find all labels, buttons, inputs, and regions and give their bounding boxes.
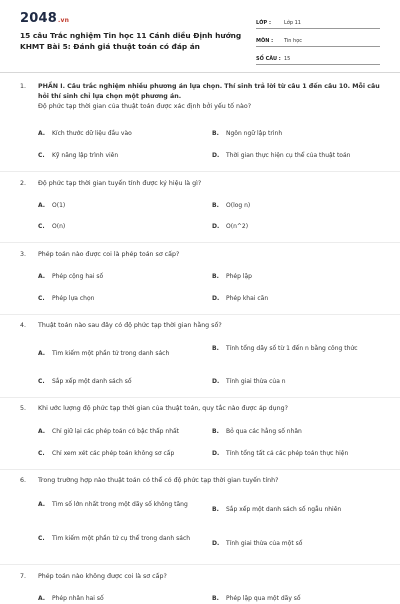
option-letter: A. <box>38 202 46 209</box>
option-letter: A. <box>38 501 46 508</box>
option-letter: B. <box>212 130 219 137</box>
option-text: Sắp xếp một danh sách số ngẫu nhiên <box>226 506 342 513</box>
option-a[interactable] <box>38 427 213 437</box>
option-text: Tính tổng dãy số từ 1 đến n bằng công thức <box>226 345 358 352</box>
option-b[interactable] <box>212 594 387 604</box>
option-b[interactable] <box>212 427 387 437</box>
question-divider <box>0 314 400 315</box>
option-letter: B. <box>212 202 219 209</box>
mon-value: Tin học <box>284 38 303 44</box>
option-letter: D. <box>212 450 220 457</box>
option-b[interactable] <box>212 201 387 211</box>
option-letter: B. <box>212 506 219 513</box>
option-text: Phép cộng hai số <box>52 273 104 280</box>
mon-label: MÔN : <box>256 38 274 44</box>
option-text: Chỉ giữ lại các phép toán có bậc thấp nhất <box>52 428 180 435</box>
option-a[interactable] <box>38 272 213 282</box>
option-a[interactable] <box>38 500 198 510</box>
option-letter: D. <box>212 540 220 547</box>
question-4 <box>20 321 382 331</box>
option-letter: C. <box>38 535 45 542</box>
option-text: Chỉ xem xét các phép toán không sơ cấp <box>52 450 175 457</box>
question-1 <box>20 82 382 112</box>
option-text: Phép nhân hai số <box>52 595 104 602</box>
option-text: Phép lựa chọn <box>52 295 95 302</box>
option-letter: B. <box>212 428 219 435</box>
option-a[interactable] <box>38 594 213 604</box>
title-line-1: 15 câu Trắc nghiệm Tin học 11 Cánh diều Định hướng <box>20 31 242 40</box>
question-divider <box>0 564 400 565</box>
question-divider <box>0 469 400 470</box>
question-divider <box>0 171 400 172</box>
option-letter: D. <box>212 152 220 159</box>
question-stem: Phép toán nào không được coi là sơ cấp? <box>38 573 167 580</box>
option-text: Phép lặp <box>226 273 252 280</box>
site-logo[interactable] <box>20 11 69 26</box>
question-number: 4. <box>20 322 27 329</box>
option-d[interactable] <box>212 222 387 232</box>
question-number: 3. <box>20 251 27 258</box>
option-d[interactable] <box>212 449 387 459</box>
header <box>0 0 400 64</box>
option-c[interactable] <box>38 294 213 304</box>
socau-value: 15 <box>284 56 291 62</box>
option-text: O(1) <box>52 202 66 209</box>
option-c[interactable] <box>38 449 213 459</box>
option-letter: C. <box>38 295 45 302</box>
option-a[interactable] <box>38 349 213 359</box>
question-6 <box>20 476 382 486</box>
option-c[interactable] <box>38 222 213 232</box>
option-text: Sắp xếp một danh sách số <box>52 378 132 385</box>
option-b[interactable] <box>212 344 372 354</box>
logo-text: 2048 <box>20 11 57 26</box>
option-text: Phép lặp qua một dãy số <box>226 595 301 602</box>
option-text: Phép khai căn <box>226 295 269 302</box>
question-5 <box>20 404 382 414</box>
question-divider <box>0 242 400 243</box>
question-number: 5. <box>20 405 27 412</box>
document-title <box>20 31 255 52</box>
header-divider <box>0 72 400 73</box>
option-text: Bỏ qua các hằng số nhân <box>226 428 302 435</box>
option-text: Tính giai thừa của một số <box>226 540 303 547</box>
question-3 <box>20 250 382 260</box>
question-stem: Trong trường hợp nào thuật toán có thể có độ phức tạp thời gian tuyến tính? <box>38 477 279 484</box>
option-d[interactable] <box>212 539 387 549</box>
option-text: Tính giai thừa của n <box>226 378 286 385</box>
option-text: O(n^2) <box>226 223 249 230</box>
option-letter: A. <box>38 273 46 280</box>
option-letter: A. <box>38 350 46 357</box>
option-letter: C. <box>38 378 45 385</box>
option-text: Tính tổng tất cả các phép toán thực hiện <box>226 450 349 457</box>
lop-value: Lớp 11 <box>284 20 301 26</box>
question-number: 6. <box>20 477 27 484</box>
option-letter: B. <box>212 595 219 602</box>
section-heading: PHẦN I. Câu trắc nghiệm nhiều phương án lựa chọn. Thí sinh trả lời từ câu 1 đến câu 10. Mỗi câu hỏi thí sinh chỉ lựa chọn một phương án. <box>38 83 380 100</box>
option-text: Kích thước dữ liệu đầu vào <box>52 130 132 137</box>
option-text: Ngôn ngữ lập trình <box>226 130 283 137</box>
option-letter: C. <box>38 223 45 230</box>
question-number: 7. <box>20 573 27 580</box>
option-letter: B. <box>212 345 219 352</box>
lop-label: LỚP : <box>256 20 271 26</box>
option-letter: D. <box>212 223 220 230</box>
option-b[interactable] <box>212 272 387 282</box>
option-text: Thời gian thực hiện cụ thể của thuật toán <box>226 152 351 159</box>
socau-label: SỐ CÂU : <box>256 56 281 62</box>
option-a[interactable] <box>38 129 213 139</box>
question-stem: Thuật toán nào sau đây có độ phức tạp thời gian hằng số? <box>38 322 222 329</box>
question-stem: Phép toán nào được coi là phép toán sơ cấp? <box>38 251 180 258</box>
info-box <box>256 12 380 66</box>
option-a[interactable] <box>38 201 213 211</box>
option-c[interactable] <box>38 151 213 161</box>
question-stem: Độ phức tạp thời gian tuyến tính được ký hiệu là gì? <box>38 180 202 187</box>
option-letter: C. <box>38 152 45 159</box>
question-divider <box>0 397 400 398</box>
option-text: O(n) <box>52 223 66 230</box>
option-d[interactable] <box>212 151 387 161</box>
info-row-socau <box>256 48 380 65</box>
option-letter: D. <box>212 295 220 302</box>
question-number: 1. <box>20 83 27 90</box>
option-letter: D. <box>212 378 220 385</box>
question-stem: Độ phức tạp thời gian của thuật toán được xác định bởi yếu tố nào? <box>38 103 252 110</box>
option-c[interactable] <box>38 377 213 387</box>
option-d[interactable] <box>212 377 387 387</box>
option-letter: C. <box>38 450 45 457</box>
option-c[interactable] <box>38 534 198 544</box>
logo-domain: .vn <box>57 17 70 24</box>
option-b[interactable] <box>212 129 387 139</box>
option-text: Tìm số lớn nhất trong một dãy số không tăng <box>52 501 188 508</box>
question-7 <box>20 572 382 582</box>
option-letter: A. <box>38 130 46 137</box>
question-number: 2. <box>20 180 27 187</box>
question-text <box>38 82 382 112</box>
option-text: Tìm kiếm một phần tử cụ thể trong danh sách <box>52 535 191 542</box>
title-line-2: KHMT Bài 5: Đánh giá thuật toán có đáp án <box>20 41 200 51</box>
option-letter: A. <box>38 428 46 435</box>
option-text: O(log n) <box>226 202 251 209</box>
option-letter: A. <box>38 595 46 602</box>
info-row-mon <box>256 30 380 47</box>
option-text: Kỹ năng lập trình viên <box>52 152 119 159</box>
option-text: Tìm kiếm một phần tử trong danh sách <box>52 350 170 357</box>
option-letter: B. <box>212 273 219 280</box>
info-row-lop <box>256 12 380 29</box>
question-stem: Khi ước lượng độ phức tạp thời gian của thuật toán, quy tắc nào được áp dụng? <box>38 405 288 412</box>
option-d[interactable] <box>212 294 387 304</box>
option-b[interactable] <box>212 505 387 515</box>
question-2 <box>20 179 382 189</box>
